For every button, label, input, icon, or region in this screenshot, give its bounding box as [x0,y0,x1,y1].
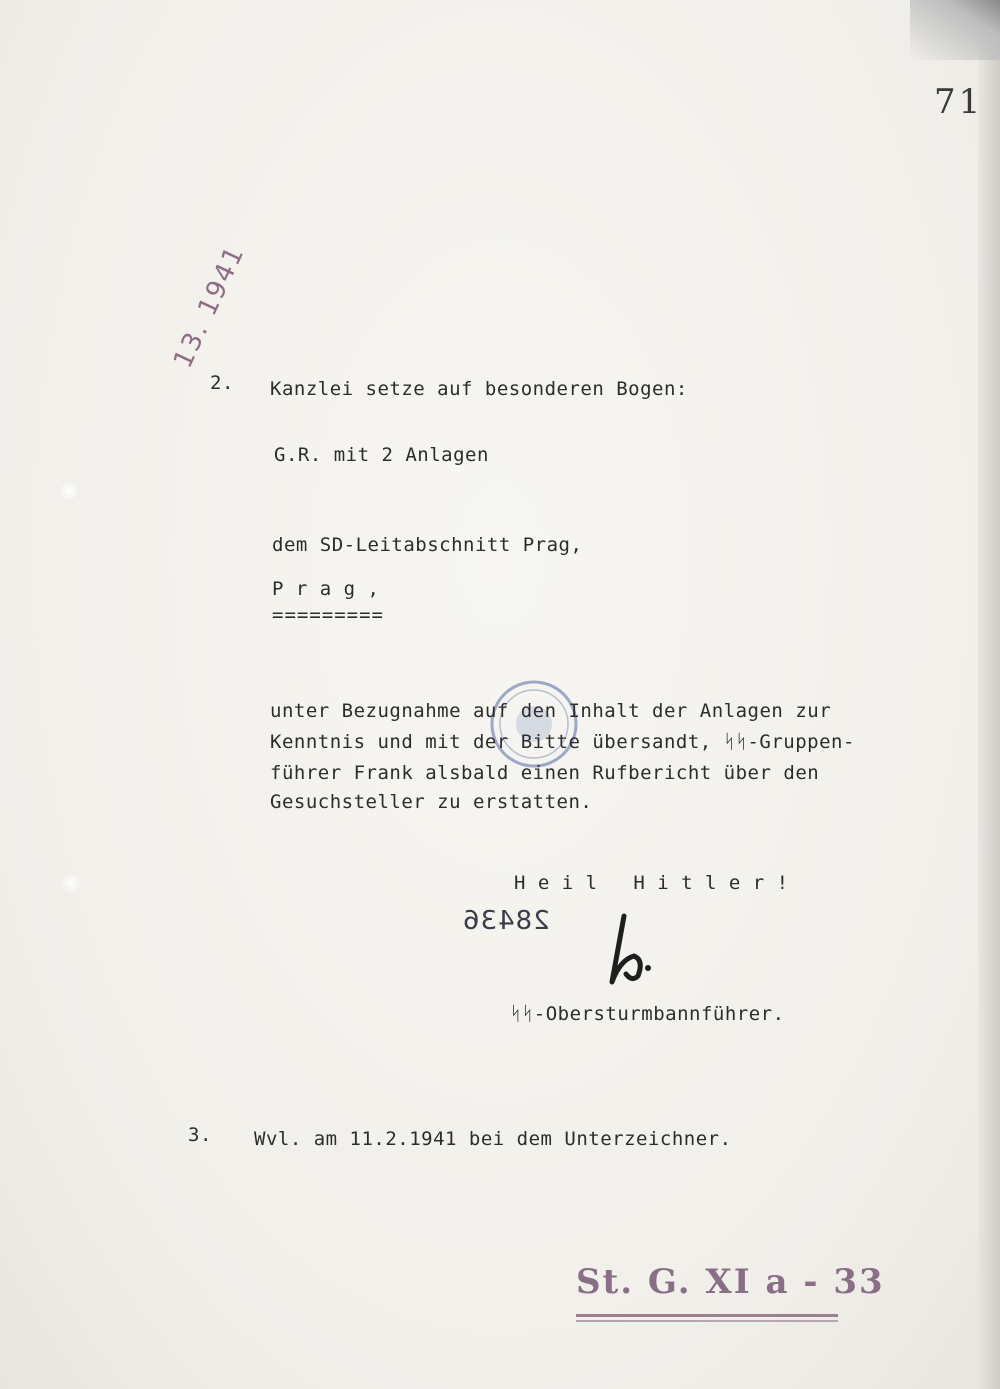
handwritten-signature [590,912,670,992]
signature-title: ᛋᛋ-Obersturmbannführer. [510,1003,785,1025]
item-3-number: 3. [188,1124,212,1146]
closing-greeting: H e i l H i t l e r ! [514,872,789,894]
enclosures-line: G.R. mit 2 Anlagen [274,444,489,466]
body-line-4: Gesuchsteller zu erstatten. [270,791,593,813]
body-line-3: führer Frank alsbald einen Rufbericht über den [270,762,820,784]
item-3-text: Wvl. am 11.2.1941 bei dem Unterzeichner. [254,1128,732,1150]
punch-hole [60,872,82,894]
city-line: P r a g , [272,578,380,600]
archive-stamp: St. G. XI a - 33 [576,1262,885,1302]
punch-hole [58,480,80,502]
page-edge-shadow [978,0,1000,1389]
body-line-1: unter Bezugnahme auf den Inhalt der Anlagen zur [270,700,832,722]
item-2-heading: Kanzlei setze auf besonderen Bogen: [270,378,688,400]
item-2-number: 2. [210,372,234,394]
archive-underline [576,1320,838,1322]
archive-underline [576,1314,838,1317]
body-line-2: Kenntnis und mit der Bitte übersandt, ᛋᛋ-Gruppen- [270,731,855,753]
page-corner-shadow [910,0,1000,60]
city-underline: ========= [272,604,384,626]
recipient-line: dem SD-Leitabschnitt Prag, [272,534,583,556]
reference-number: 28436 [462,906,550,936]
date-stamp: 13. 1941 [168,240,251,373]
official-seal [486,676,582,772]
page-number: 71 [934,82,984,122]
